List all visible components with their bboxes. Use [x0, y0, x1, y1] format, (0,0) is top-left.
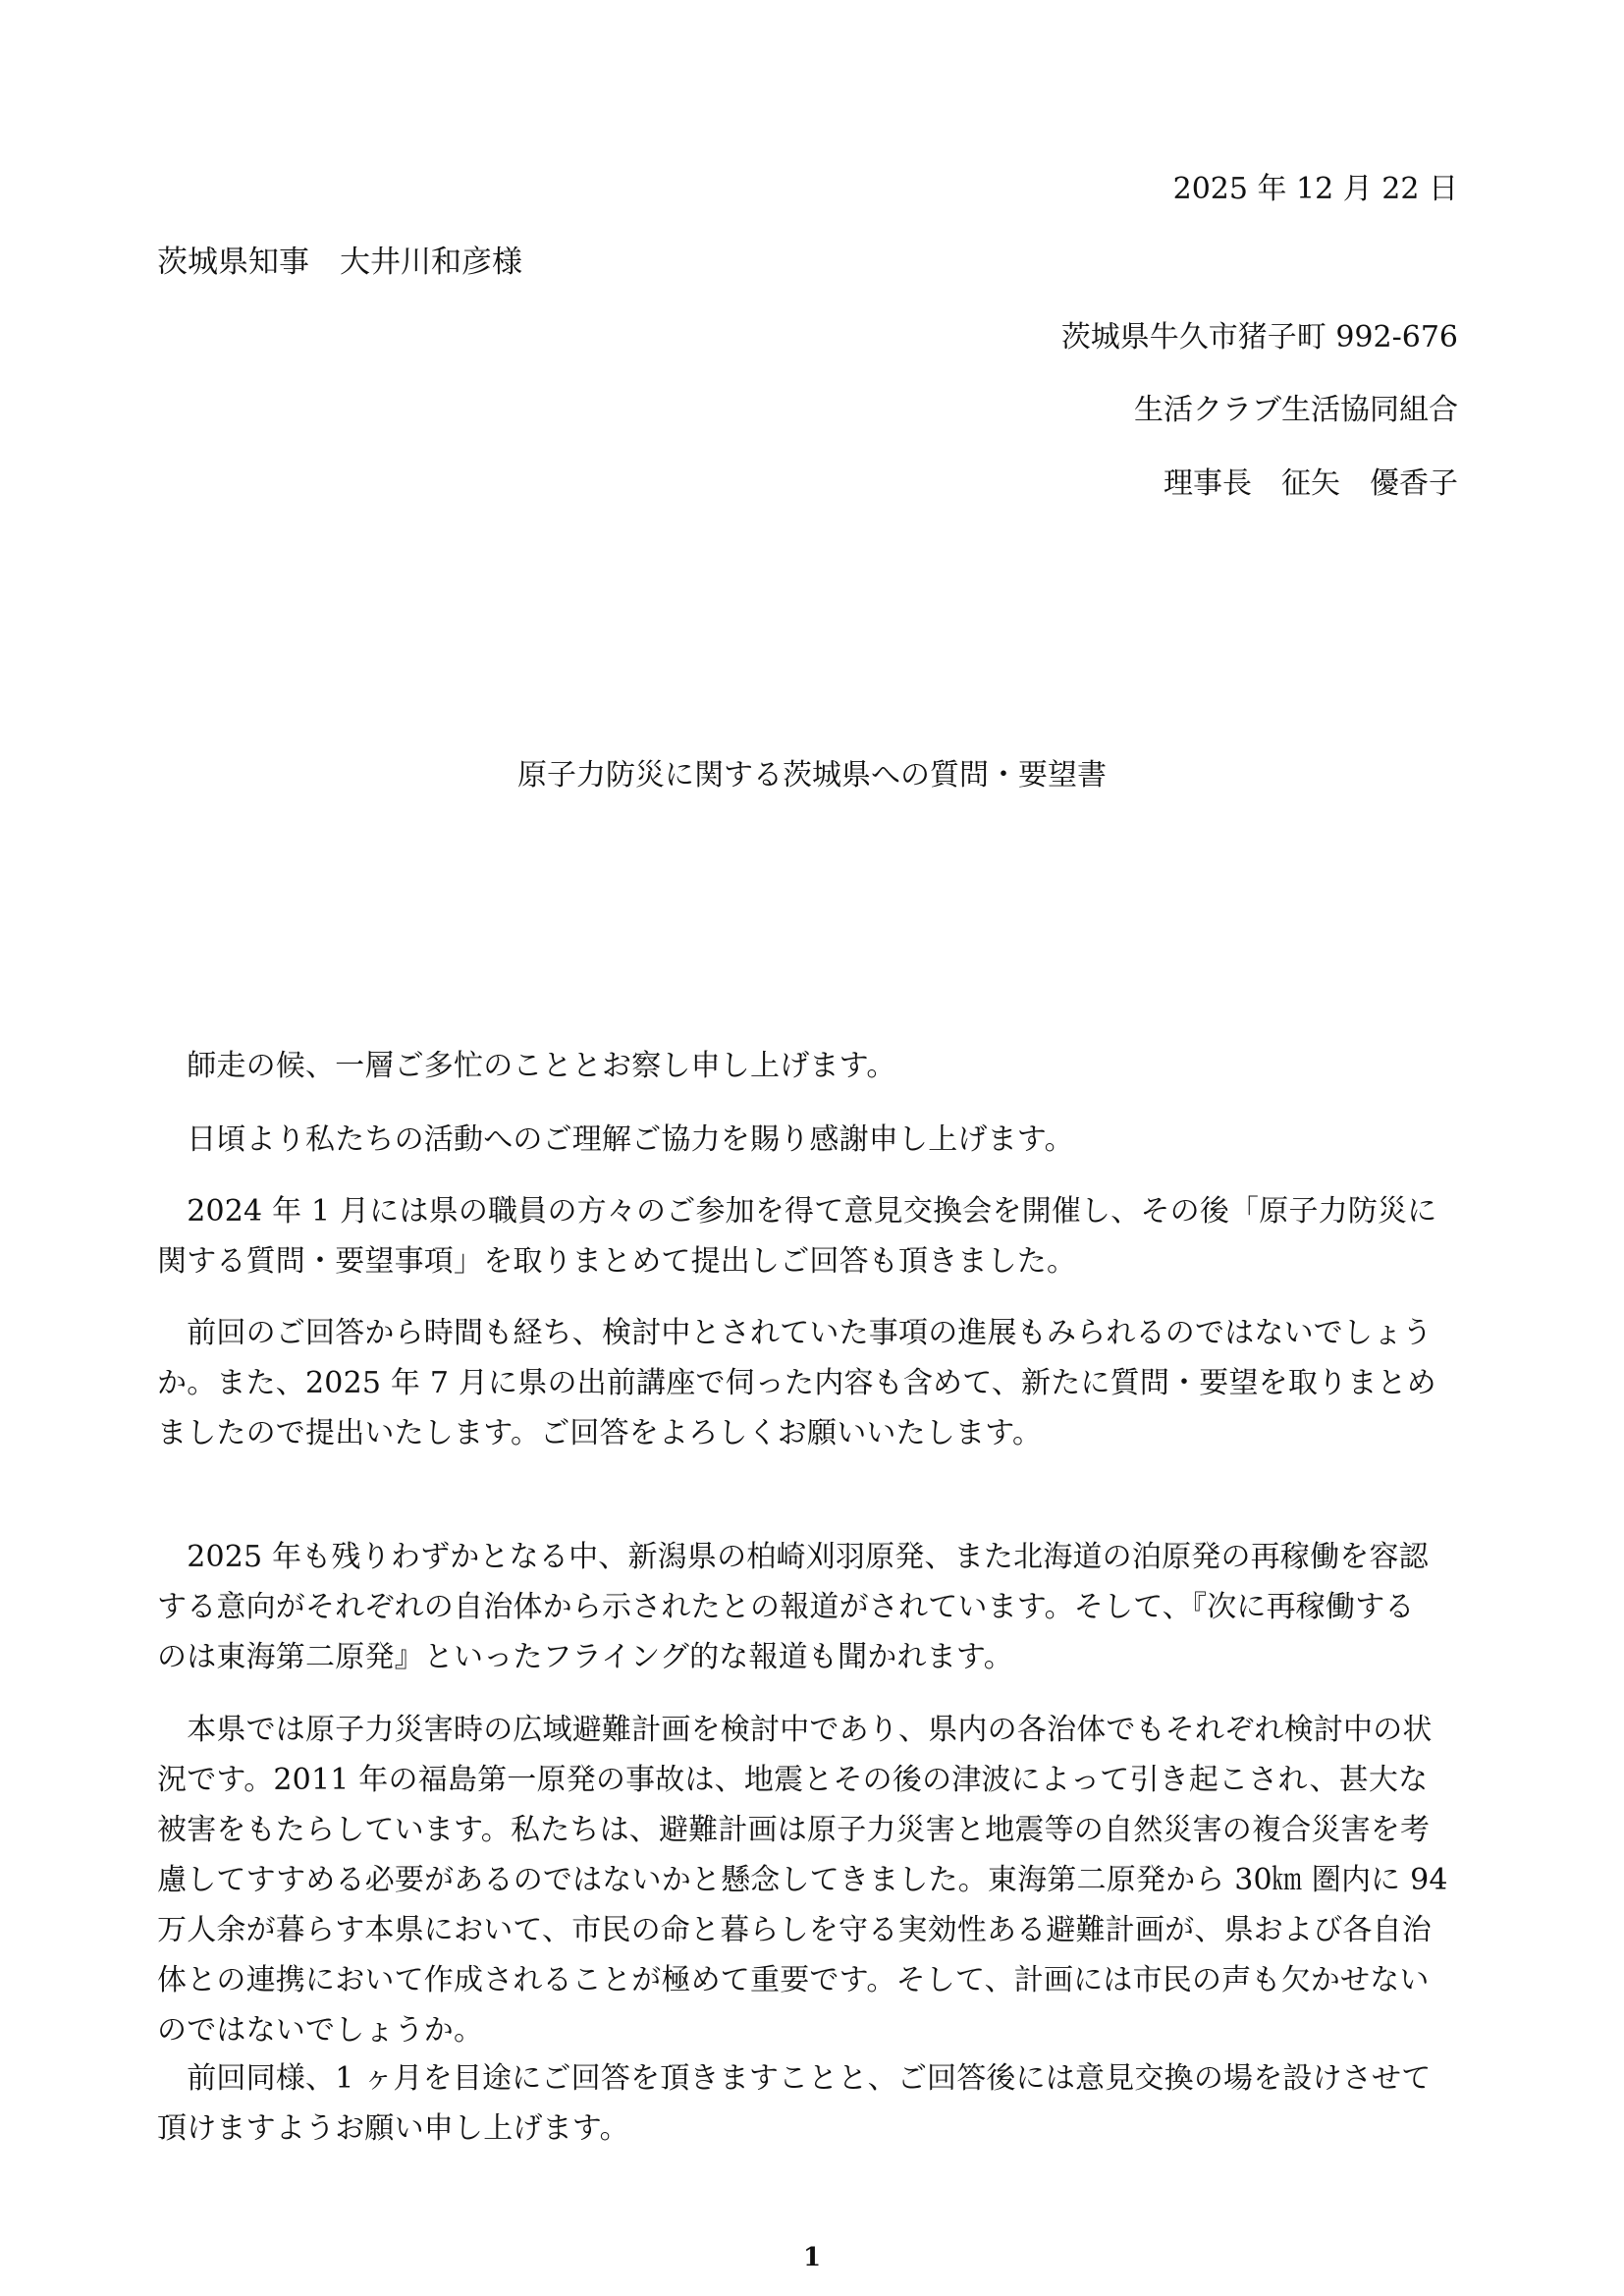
body-paragraph: 2025 年も残りわずかとなる中、新潟県の柏崎刈羽原発、また北海道の泊原発の再稼働を容認 する意向がそれぞれの自治体から示されたとの報道がされています。そして、『次に再稼働する のは東海第二原発』といったフライング的な報道も聞かれます。	[157, 1540, 1429, 1674]
sender-organization: 生活クラブ生活協同組合	[1134, 393, 1458, 427]
body-paragraph: 前回同様、1 ヶ月を目途にご回答を頂きますことと、ご回答後には意見交換の場を設けさせて 頂けますようお願い申し上げます。	[157, 2061, 1432, 2146]
body-paragraph: 日頃より私たちの活動へのご理解ご協力を賜り感謝申し上げます。	[157, 1122, 1074, 1157]
sender-address: 茨城県牛久市猪子町 992-676	[1060, 320, 1458, 355]
body-paragraph: 本県では原子力災害時の広域避難計画を検討中であり、県内の各治体でもそれぞれ検討中の状 況です。2011 年の福島第一原発の事故は、地震とその後の津波によって引き起こされ、甚大な 被害をもたらしています。私たちは、避難計画は原子力災害と地震等の自然災害の複合災害を考 慮してすすめる必要があるのではないかと懸念してきました。東海第二原発から 30㎞ 圏内に 94 万人余が暮らす本県において、市民の命と暮らしを守る実効性ある避難計画が、県および各自治 体との連携において作成されることが極めて重要です。そして、計画には市民の声も欠かせない のではないでしょうか。	[157, 1713, 1448, 2048]
body-paragraph: 前回のご回答から時間も経ち、検討中とされていた事項の進展もみられるのではないでしょう か。また、2025 年 7 月に県の出前講座で伺った内容も含めて、新たに質問・要望を取りまとめ ましたので提出いたします。ご回答をよろしくお願いいたします。	[157, 1316, 1436, 1450]
document-title: 原子力防災に関する茨城県への質問・要望書	[517, 758, 1107, 793]
addressee: 茨城県知事 大井川和彦様	[157, 245, 522, 280]
page-number: 1	[802, 2243, 822, 2272]
body-paragraph: 師走の候、一層ご多忙のこととお察し申し上げます。	[157, 1049, 896, 1083]
letter-date: 2025 年 12 月 22 日	[1172, 172, 1458, 206]
sender-representative: 理事長 征矢 優香子	[1164, 466, 1458, 501]
body-paragraph: 2024 年 1 月には県の職員の方々のご参加を得て意見交換会を開催し、その後「原子力防災に 関する質問・要望事項」を取りまとめて提出しご回答も頂きました。	[157, 1194, 1437, 1279]
